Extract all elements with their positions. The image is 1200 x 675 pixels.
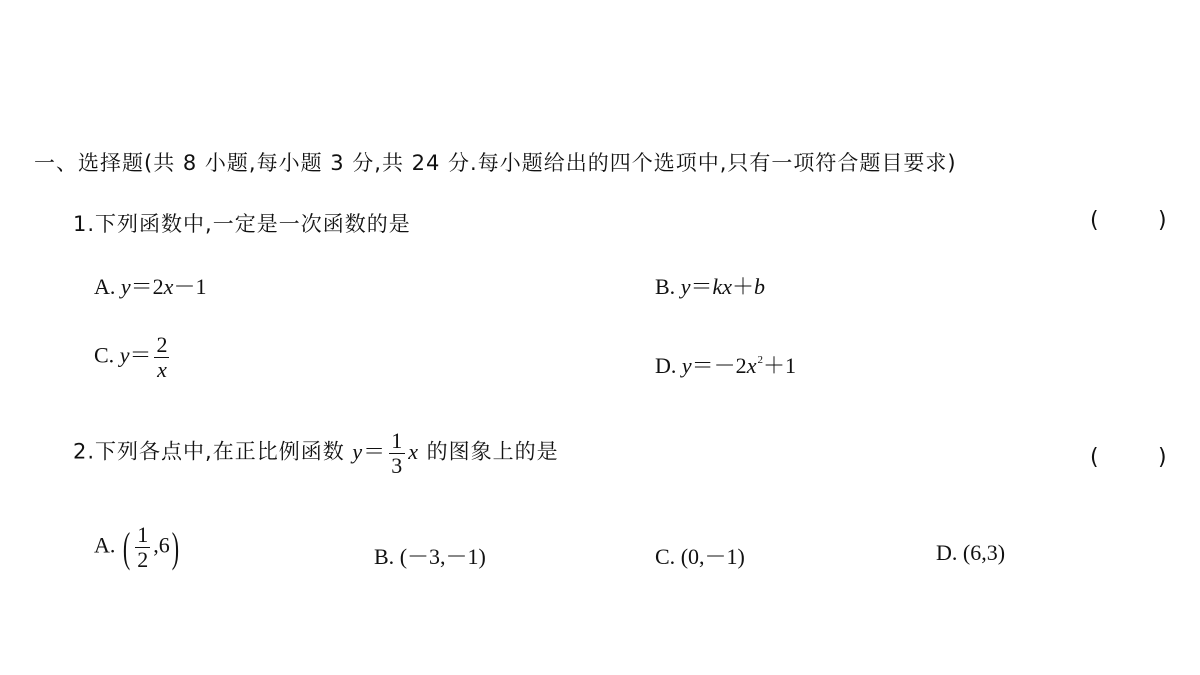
math-rest: ,6 [153,532,170,558]
option-text: (－3,－1) [399,544,486,569]
math-plus: ＋ [732,274,755,299]
fraction-denominator: x [154,357,169,382]
option-label: C. [94,342,115,368]
q2-option-a[interactable] [94,523,181,572]
math-var: y [120,274,131,299]
option-label: D. [936,540,958,565]
question-2-function [352,428,419,478]
q2-option-c[interactable] [655,540,745,571]
math-var: b [754,274,766,299]
math-var: y [119,342,130,368]
math-exponent: 2 [757,354,763,366]
fraction-denominator: 2 [137,547,149,572]
right-paren: ) [171,522,180,571]
math-var: x [746,353,757,378]
q2-option-b[interactable] [374,540,486,571]
math-eq: ＝ [130,274,153,299]
math-var: x [408,438,419,464]
math-num: 2 [152,274,164,299]
q1-option-a[interactable] [94,270,206,301]
question-1-stem: 1.下列函数中,一定是一次函数的是 [73,212,411,236]
section-title: 一、选择题(共 8 小题,每小题 3 分,共 24 分.每小题给出的四个选项中,只有一项符合题目要求) [34,151,957,175]
q1-option-d[interactable] [655,349,796,380]
q1-option-c[interactable] [94,333,172,382]
fraction [135,523,150,572]
question-1-answer-close: ) [1158,208,1167,233]
q2-option-d[interactable] [936,540,1005,566]
option-label: C. [655,544,676,569]
question-2-stem [73,429,559,478]
q1-option-b[interactable] [655,270,765,301]
option-label: A. [94,532,116,558]
option-text: (6,3) [962,540,1006,565]
fraction-numerator: 1 [137,522,149,547]
option-label: B. [655,274,676,299]
question-1-answer-open: ( [1090,208,1099,233]
option-text: (0,－1) [680,544,745,569]
option-label: D. [655,353,677,378]
option-label: B. [374,544,395,569]
fraction-numerator: 1 [391,428,404,453]
math-eq: ＝ [690,274,713,299]
math-var: y [352,438,364,464]
math-var: y [680,274,691,299]
math-rest: ＋1 [762,353,796,378]
math-var: kx [712,274,732,299]
left-paren: ( [122,522,131,571]
question-2-answer-close: ) [1158,445,1167,470]
math-coef: －2 [713,353,747,378]
math-rest: －1 [173,274,207,299]
fraction [389,429,405,478]
option-label: A. [94,274,116,299]
question-2-stem-before: 2.下列各点中,在正比例函数 [73,439,345,464]
question-2-answer-open: ( [1090,445,1099,470]
fraction [154,333,169,382]
question-2-stem-after: 的图象上的是 [426,439,559,464]
fraction-denominator: 3 [391,453,404,478]
math-var: y [681,353,692,378]
math-eq: ＝ [129,342,152,368]
fraction-numerator: 2 [156,332,168,357]
math-eq: ＝ [363,438,387,464]
math-eq: ＝ [691,353,714,378]
math-var: x [163,274,174,299]
